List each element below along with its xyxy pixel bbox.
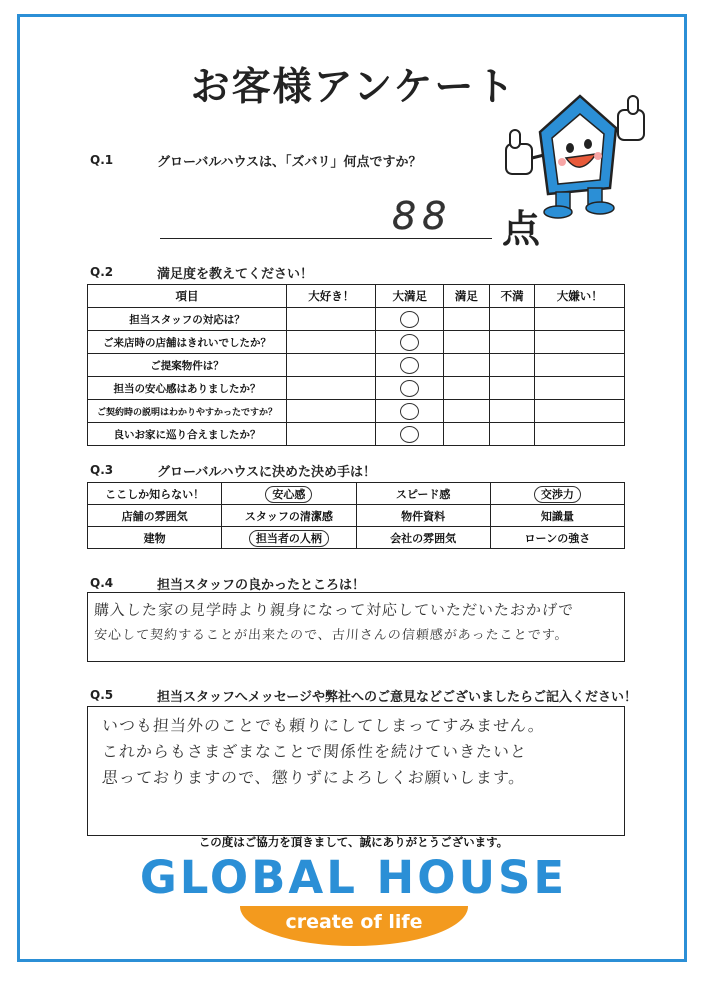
- selected-circle-mark: [400, 311, 419, 328]
- option-cell[interactable]: [222, 505, 356, 527]
- q1-unit: 点: [502, 207, 541, 251]
- q4-answer-box[interactable]: [87, 592, 625, 662]
- row-item: 良いお家に巡り合えましたか？: [88, 423, 287, 446]
- option-cell[interactable]: [88, 505, 222, 527]
- q4-answer-line-1: 購入した家の見学時より親身になって対応していただいたおかげで: [93, 601, 575, 619]
- q1-answer-line: [160, 238, 492, 239]
- q2-question: 満足度を教えてください！: [157, 267, 314, 282]
- q5-question: 担当スタッフへメッセージや弊社へのご意見などございましたらご記入ください！: [157, 690, 637, 705]
- q1-label: Q.1: [90, 153, 114, 167]
- q3-label: Q.3: [90, 463, 114, 477]
- option-cell[interactable]: [356, 483, 490, 505]
- table-row: [88, 377, 625, 400]
- option-label-circled: 交渉力: [534, 486, 581, 503]
- row-item: 担当スタッフの対応は？: [88, 308, 287, 331]
- row-item: ご契約時の説明はわかりやすかったですか？: [88, 400, 287, 423]
- rating-cell[interactable]: [444, 331, 490, 354]
- satisfaction-header-row: [88, 285, 625, 308]
- rating-cell[interactable]: [489, 377, 535, 400]
- option-cell[interactable]: [222, 483, 356, 505]
- option-cell[interactable]: [490, 483, 624, 505]
- rating-cell[interactable]: [287, 331, 376, 354]
- header-item: 項目: [88, 285, 287, 308]
- option-cell[interactable]: [490, 527, 624, 549]
- company-logo: GLOBAL HOUSE: [139, 851, 568, 904]
- rating-cell[interactable]: [535, 377, 625, 400]
- rating-cell[interactable]: [535, 423, 625, 446]
- rating-cell[interactable]: [535, 354, 625, 377]
- table-row: [88, 308, 625, 331]
- q3-question: グローバルハウスに決めた決め手は！: [157, 465, 377, 480]
- option-label: ここしか知らない！: [105, 487, 205, 501]
- row-item: ご提案物件は？: [88, 354, 287, 377]
- option-label: ローンの強さ: [524, 531, 591, 545]
- option-cell[interactable]: [222, 527, 356, 549]
- q2-label: Q.2: [90, 265, 114, 279]
- header-satisfied: 満足: [444, 285, 490, 308]
- grid-row: [88, 483, 625, 505]
- option-label-circled: 担当者の人柄: [249, 530, 329, 547]
- q5-answer-box[interactable]: [87, 706, 625, 836]
- logo-tagline: create of life: [285, 911, 423, 933]
- grid-row: [88, 527, 625, 549]
- header-very-satisfied: 大満足: [376, 285, 444, 308]
- rating-cell[interactable]: [489, 308, 535, 331]
- selected-circle-mark: [400, 380, 419, 397]
- option-cell[interactable]: [490, 505, 624, 527]
- satisfaction-table: [87, 284, 625, 446]
- rating-cell[interactable]: [287, 400, 376, 423]
- rating-cell[interactable]: [444, 377, 490, 400]
- option-cell[interactable]: [356, 505, 490, 527]
- row-item: 担当の安心感はありましたか？: [88, 377, 287, 400]
- rating-cell[interactable]: [287, 354, 376, 377]
- selected-circle-mark: [400, 334, 419, 351]
- option-label-circled: 安心感: [265, 486, 312, 503]
- rating-cell[interactable]: [444, 400, 490, 423]
- option-label: 知識量: [540, 509, 574, 523]
- option-label: スタッフの清潔感: [244, 509, 333, 523]
- option-cell[interactable]: [88, 483, 222, 505]
- table-row: [88, 423, 625, 446]
- q5-answer-line-1: いつも担当外のことでも頼りにしてしまってすみません。: [101, 716, 546, 735]
- rating-cell[interactable]: [376, 354, 444, 377]
- q4-question: 担当スタッフの良かったところは！: [157, 578, 366, 593]
- rating-cell[interactable]: [376, 377, 444, 400]
- q5-answer-line-3: 思っておりますので、懲りずによろしくお願いします。: [101, 768, 527, 787]
- q4-label: Q.4: [90, 576, 114, 590]
- rating-cell[interactable]: [376, 331, 444, 354]
- q5-answer-line-2: これからもさまざまなことで関係性を続けていきたいと: [101, 742, 528, 761]
- grid-row: [88, 505, 625, 527]
- rating-cell[interactable]: [535, 400, 625, 423]
- rating-cell[interactable]: [535, 331, 625, 354]
- rating-cell[interactable]: [489, 423, 535, 446]
- rating-cell[interactable]: [444, 423, 490, 446]
- option-cell[interactable]: [88, 527, 222, 549]
- selected-circle-mark: [400, 426, 419, 443]
- rating-cell[interactable]: [287, 423, 376, 446]
- rating-cell[interactable]: [376, 423, 444, 446]
- table-row: [88, 354, 625, 377]
- rating-cell[interactable]: [489, 400, 535, 423]
- option-label: 建物: [143, 531, 166, 545]
- q4-answer-line-2: 安心して契約することが出来たので、古川さんの信頼感があったことです。: [93, 628, 570, 643]
- q1-answer: 88: [392, 194, 453, 238]
- option-label: 物件資料: [401, 509, 446, 523]
- rating-cell[interactable]: [489, 354, 535, 377]
- row-item: ご来店時の店舗はきれいでしたか？: [88, 331, 287, 354]
- rating-cell[interactable]: [287, 377, 376, 400]
- deciding-factor-grid: [87, 482, 625, 549]
- selected-circle-mark: [400, 403, 419, 420]
- rating-cell[interactable]: [444, 354, 490, 377]
- rating-cell[interactable]: [287, 308, 376, 331]
- page-title: お客様アンケート: [190, 65, 517, 110]
- rating-cell[interactable]: [376, 400, 444, 423]
- rating-cell[interactable]: [444, 308, 490, 331]
- thanks-message: この度はご協力を頂きまして、誠にありがとうございます。: [198, 835, 509, 849]
- header-love: 大好き！: [287, 285, 376, 308]
- table-row: [88, 400, 625, 423]
- rating-cell[interactable]: [376, 308, 444, 331]
- header-hate: 大嫌い！: [535, 285, 625, 308]
- option-cell[interactable]: [356, 527, 490, 549]
- q5-label: Q.5: [90, 688, 114, 702]
- rating-cell[interactable]: [489, 331, 535, 354]
- option-label: 会社の雰囲気: [390, 531, 457, 545]
- q1-question: グローバルハウスは、「ズバリ」何点ですか？: [157, 155, 422, 170]
- header-dissatisfied: 不満: [489, 285, 535, 308]
- rating-cell[interactable]: [535, 308, 625, 331]
- selected-circle-mark: [400, 357, 419, 374]
- option-label: スピード感: [395, 487, 451, 501]
- table-row: [88, 331, 625, 354]
- option-label: 店舗の雰囲気: [121, 509, 188, 523]
